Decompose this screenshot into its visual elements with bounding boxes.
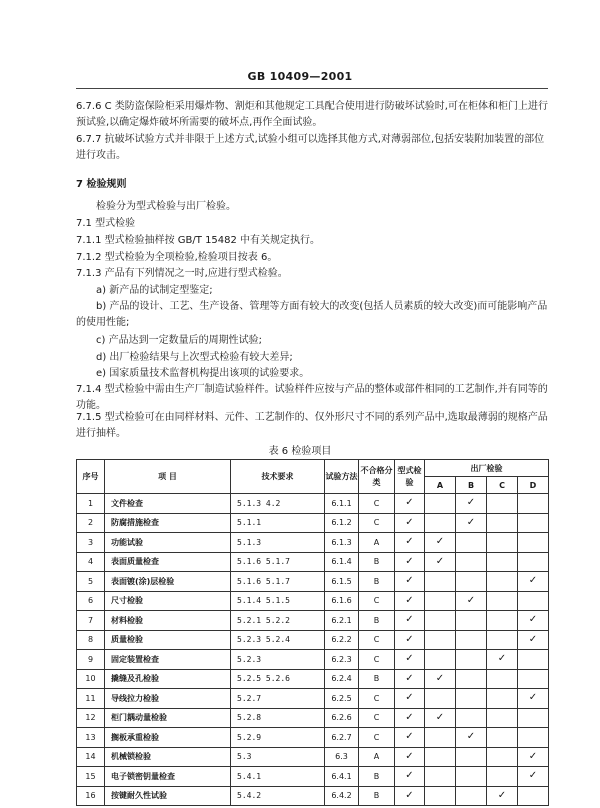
- header-requirement: 技术要求: [231, 460, 325, 494]
- row-d-check: [518, 552, 549, 572]
- clause-7-1-3-d: d) 出厂检验结果与上次型式检验有较大差异;: [96, 352, 293, 363]
- row-c-check: [487, 552, 518, 572]
- row-d-check: ✓: [518, 767, 549, 787]
- row-d-check: [518, 591, 549, 611]
- row-c-check: ✓: [487, 786, 518, 806]
- row-b-check: [456, 552, 487, 572]
- row-class: B: [359, 669, 395, 689]
- row-requirement: 5.1.6 5.1.7: [231, 552, 325, 572]
- row-item: 文件检查: [105, 494, 231, 514]
- row-a-check: ✓: [425, 533, 456, 553]
- row-a-check: ✓: [425, 669, 456, 689]
- table-row: [77, 689, 549, 709]
- row-requirement: 5.4.1: [231, 767, 325, 787]
- row-a-check: [425, 650, 456, 670]
- row-a-check: [425, 572, 456, 592]
- row-a-check: [425, 513, 456, 533]
- row-a-check: [425, 611, 456, 631]
- row-c-check: [487, 533, 518, 553]
- row-c-check: [487, 494, 518, 514]
- row-item: 固定装置检查: [105, 650, 231, 670]
- row-type-check: ✓: [395, 552, 425, 572]
- row-b-check: [456, 767, 487, 787]
- row-method: 6.2.2: [325, 630, 359, 650]
- row-method: 6.1.3: [325, 533, 359, 553]
- clause-7-1-4: 7.1.4 型式检验中需由生产厂制造试验样件。试验样件应按与产品的整体或部件相同的工艺制作,并有同等的功能。: [76, 384, 548, 411]
- row-method: 6.2.5: [325, 689, 359, 709]
- row-a-check: [425, 747, 456, 767]
- row-d-check: ✓: [518, 572, 549, 592]
- clause-7-1-2: 7.1.2 型式检验为全项检验,检验项目按表 6。: [76, 252, 278, 263]
- row-item: 材料检验: [105, 611, 231, 631]
- row-item: 表面镀(涂)层检验: [105, 572, 231, 592]
- header-divider: [76, 88, 548, 89]
- row-d-check: [518, 650, 549, 670]
- row-item: 功能试验: [105, 533, 231, 553]
- row-b-check: [456, 630, 487, 650]
- row-d-check: ✓: [518, 611, 549, 631]
- row-type-check: ✓: [395, 747, 425, 767]
- row-no: 11: [77, 689, 105, 709]
- header-method: 试验方法: [325, 460, 359, 494]
- table-row: [77, 747, 549, 767]
- row-no: 4: [77, 552, 105, 572]
- row-d-check: [518, 669, 549, 689]
- row-b-check: [456, 708, 487, 728]
- row-no: 13: [77, 728, 105, 748]
- header-class: 不合格分类: [359, 460, 395, 494]
- row-class: C: [359, 708, 395, 728]
- table-row: [77, 767, 549, 787]
- row-c-check: [487, 572, 518, 592]
- header-b: B: [456, 477, 487, 494]
- row-d-check: ✓: [518, 689, 549, 709]
- row-class: B: [359, 552, 395, 572]
- clause-7-1-3: 7.1.3 产品有下列情况之一时,应进行型式检验。: [76, 268, 288, 279]
- clause-7-1-3-b: b) 产品的设计、工艺、生产设备、管理等方面有较大的改变(包括人员素质的较大改变)而可能影响产品的使用性能;: [76, 301, 548, 328]
- row-item: 防腐措施检查: [105, 513, 231, 533]
- row-method: 6.2.4: [325, 669, 359, 689]
- row-class: C: [359, 689, 395, 709]
- row-method: 6.2.3: [325, 650, 359, 670]
- row-item: 机械锁检验: [105, 747, 231, 767]
- row-class: B: [359, 572, 395, 592]
- row-requirement: 5.1.4 5.1.5: [231, 591, 325, 611]
- section-7-intro: 检验分为型式检验与出厂检验。: [96, 201, 236, 212]
- row-c-check: ✓: [487, 650, 518, 670]
- clause-7-1-1: 7.1.1 型式检验抽样按 GB/T 15482 中有关规定执行。: [76, 235, 321, 246]
- row-d-check: [518, 533, 549, 553]
- clause-7-1-3-a: a) 新产品的试制定型鉴定;: [96, 285, 213, 296]
- row-d-check: ✓: [518, 630, 549, 650]
- row-no: 3: [77, 533, 105, 553]
- row-class: C: [359, 630, 395, 650]
- section-7-title: 7 检验规则: [76, 179, 127, 190]
- row-item: 表面质量检查: [105, 552, 231, 572]
- row-no: 16: [77, 786, 105, 806]
- clause-7-1-3-c: c) 产品达到一定数量后的周期性试验;: [96, 335, 262, 346]
- inspection-items-table: [76, 459, 549, 806]
- header-factory-test: 出厂检验: [425, 460, 549, 477]
- row-b-check: [456, 572, 487, 592]
- row-requirement: 5.2.5 5.2.6: [231, 669, 325, 689]
- row-method: 6.1.4: [325, 552, 359, 572]
- row-c-check: [487, 630, 518, 650]
- row-type-check: ✓: [395, 786, 425, 806]
- table-row: [77, 533, 549, 553]
- row-b-check: ✓: [456, 591, 487, 611]
- row-requirement: 5.2.1 5.2.2: [231, 611, 325, 631]
- row-c-check: [487, 591, 518, 611]
- table-row: [77, 650, 549, 670]
- row-type-check: ✓: [395, 533, 425, 553]
- row-type-check: ✓: [395, 767, 425, 787]
- row-class: B: [359, 611, 395, 631]
- standard-number-header: GB 10409—2001: [247, 70, 353, 83]
- row-no: 9: [77, 650, 105, 670]
- row-b-check: [456, 533, 487, 553]
- row-type-check: ✓: [395, 513, 425, 533]
- row-b-check: [456, 669, 487, 689]
- row-class: A: [359, 747, 395, 767]
- row-requirement: 5.1.1: [231, 513, 325, 533]
- row-no: 14: [77, 747, 105, 767]
- clause-7-1-3-e: e) 国家质量技术监督机构提出该项的试验要求。: [96, 368, 310, 379]
- row-no: 6: [77, 591, 105, 611]
- row-type-check: ✓: [395, 630, 425, 650]
- row-c-check: [487, 669, 518, 689]
- row-class: C: [359, 650, 395, 670]
- row-no: 8: [77, 630, 105, 650]
- header-c: C: [487, 477, 518, 494]
- row-no: 5: [77, 572, 105, 592]
- row-type-check: ✓: [395, 572, 425, 592]
- row-method: 6.2.7: [325, 728, 359, 748]
- row-d-check: ✓: [518, 747, 549, 767]
- row-a-check: [425, 494, 456, 514]
- table-row: [77, 630, 549, 650]
- row-item: 质量检验: [105, 630, 231, 650]
- row-item: 尺寸检验: [105, 591, 231, 611]
- row-c-check: [487, 747, 518, 767]
- row-method: 6.1.6: [325, 591, 359, 611]
- row-item: 电子锁密钥量检查: [105, 767, 231, 787]
- row-requirement: 5.2.8: [231, 708, 325, 728]
- row-requirement: 5.2.3 5.2.4: [231, 630, 325, 650]
- table-caption: 表 6 检验项目: [268, 446, 332, 457]
- row-type-check: ✓: [395, 494, 425, 514]
- row-a-check: [425, 591, 456, 611]
- row-d-check: [518, 513, 549, 533]
- clause-6-7-7: 6.7.7 抗破坏试验方式并非限于上述方式,试验小组可以选择其他方式,对薄弱部位,包括安装附加装置的部位进行攻击。: [76, 134, 545, 161]
- row-class: A: [359, 533, 395, 553]
- row-a-check: ✓: [425, 708, 456, 728]
- row-requirement: 5.3: [231, 747, 325, 767]
- row-d-check: [518, 728, 549, 748]
- table-row: [77, 708, 549, 728]
- row-item: 柜门耦动量检验: [105, 708, 231, 728]
- row-requirement: 5.1.6 5.1.7: [231, 572, 325, 592]
- row-type-check: ✓: [395, 650, 425, 670]
- row-d-check: [518, 708, 549, 728]
- row-method: 6.4.2: [325, 786, 359, 806]
- row-a-check: [425, 630, 456, 650]
- row-c-check: [487, 689, 518, 709]
- row-no: 15: [77, 767, 105, 787]
- clause-7-1-5: 7.1.5 型式检验可在由同样材料、元件、工艺制作的、仅外形尺寸不同的系列产品中,选取最薄弱的规格产品进行抽样。: [76, 412, 548, 439]
- row-item: 导线拉力检验: [105, 689, 231, 709]
- row-type-check: ✓: [395, 708, 425, 728]
- row-b-check: [456, 611, 487, 631]
- row-a-check: [425, 728, 456, 748]
- table-row: [77, 786, 549, 806]
- header-d: D: [518, 477, 549, 494]
- header-seq: 序号: [77, 460, 105, 494]
- row-type-check: ✓: [395, 611, 425, 631]
- row-b-check: ✓: [456, 494, 487, 514]
- row-a-check: ✓: [425, 552, 456, 572]
- header-a: A: [425, 477, 456, 494]
- row-item: 按键耐久性试验: [105, 786, 231, 806]
- row-type-check: ✓: [395, 591, 425, 611]
- clause-6-7-6: 6.7.6 C 类防盗保险柜采用爆炸物、割炬和其他规定工具配合使用进行防破坏试验时,可在柜体和柜门上进行预试验,以确定爆炸破坏所需要的破坏点,再作全面试验。: [76, 101, 548, 128]
- row-type-check: ✓: [395, 689, 425, 709]
- row-requirement: 5.2.3: [231, 650, 325, 670]
- table-row: [77, 611, 549, 631]
- table-row: [77, 552, 549, 572]
- row-method: 6.3: [325, 747, 359, 767]
- row-no: 12: [77, 708, 105, 728]
- row-c-check: [487, 767, 518, 787]
- row-d-check: [518, 494, 549, 514]
- row-b-check: ✓: [456, 728, 487, 748]
- row-c-check: [487, 708, 518, 728]
- row-class: C: [359, 728, 395, 748]
- row-class: C: [359, 494, 395, 514]
- row-item: 搁板承重检验: [105, 728, 231, 748]
- table-row: [77, 572, 549, 592]
- row-b-check: ✓: [456, 513, 487, 533]
- table-row: [77, 591, 549, 611]
- row-requirement: 5.1.3 4.2: [231, 494, 325, 514]
- row-c-check: [487, 611, 518, 631]
- row-b-check: [456, 689, 487, 709]
- row-d-check: [518, 786, 549, 806]
- table-row: [77, 494, 549, 514]
- row-class: B: [359, 786, 395, 806]
- row-type-check: ✓: [395, 669, 425, 689]
- row-method: 6.2.1: [325, 611, 359, 631]
- row-requirement: 5.2.9: [231, 728, 325, 748]
- row-c-check: [487, 728, 518, 748]
- row-type-check: ✓: [395, 728, 425, 748]
- row-no: 1: [77, 494, 105, 514]
- header-item: 项 目: [105, 460, 231, 494]
- row-no: 2: [77, 513, 105, 533]
- row-b-check: [456, 747, 487, 767]
- table-row: [77, 513, 549, 533]
- table-header-row: [77, 460, 549, 477]
- row-no: 10: [77, 669, 105, 689]
- row-method: 6.2.6: [325, 708, 359, 728]
- clause-7-1: 7.1 型式检验: [76, 218, 136, 229]
- row-b-check: [456, 786, 487, 806]
- header-type-test: 型式检验: [395, 460, 425, 494]
- row-requirement: 5.1.3: [231, 533, 325, 553]
- table-row: [77, 728, 549, 748]
- row-no: 7: [77, 611, 105, 631]
- row-method: 6.4.1: [325, 767, 359, 787]
- row-method: 6.1.5: [325, 572, 359, 592]
- row-item: 撬缝及孔检验: [105, 669, 231, 689]
- row-method: 6.1.1: [325, 494, 359, 514]
- table-row: [77, 669, 549, 689]
- row-c-check: [487, 513, 518, 533]
- row-class: C: [359, 591, 395, 611]
- row-a-check: [425, 689, 456, 709]
- row-a-check: [425, 767, 456, 787]
- row-requirement: 5.4.2: [231, 786, 325, 806]
- row-class: C: [359, 513, 395, 533]
- row-b-check: [456, 650, 487, 670]
- row-a-check: [425, 786, 456, 806]
- row-class: B: [359, 767, 395, 787]
- row-requirement: 5.2.7: [231, 689, 325, 709]
- row-method: 6.1.2: [325, 513, 359, 533]
